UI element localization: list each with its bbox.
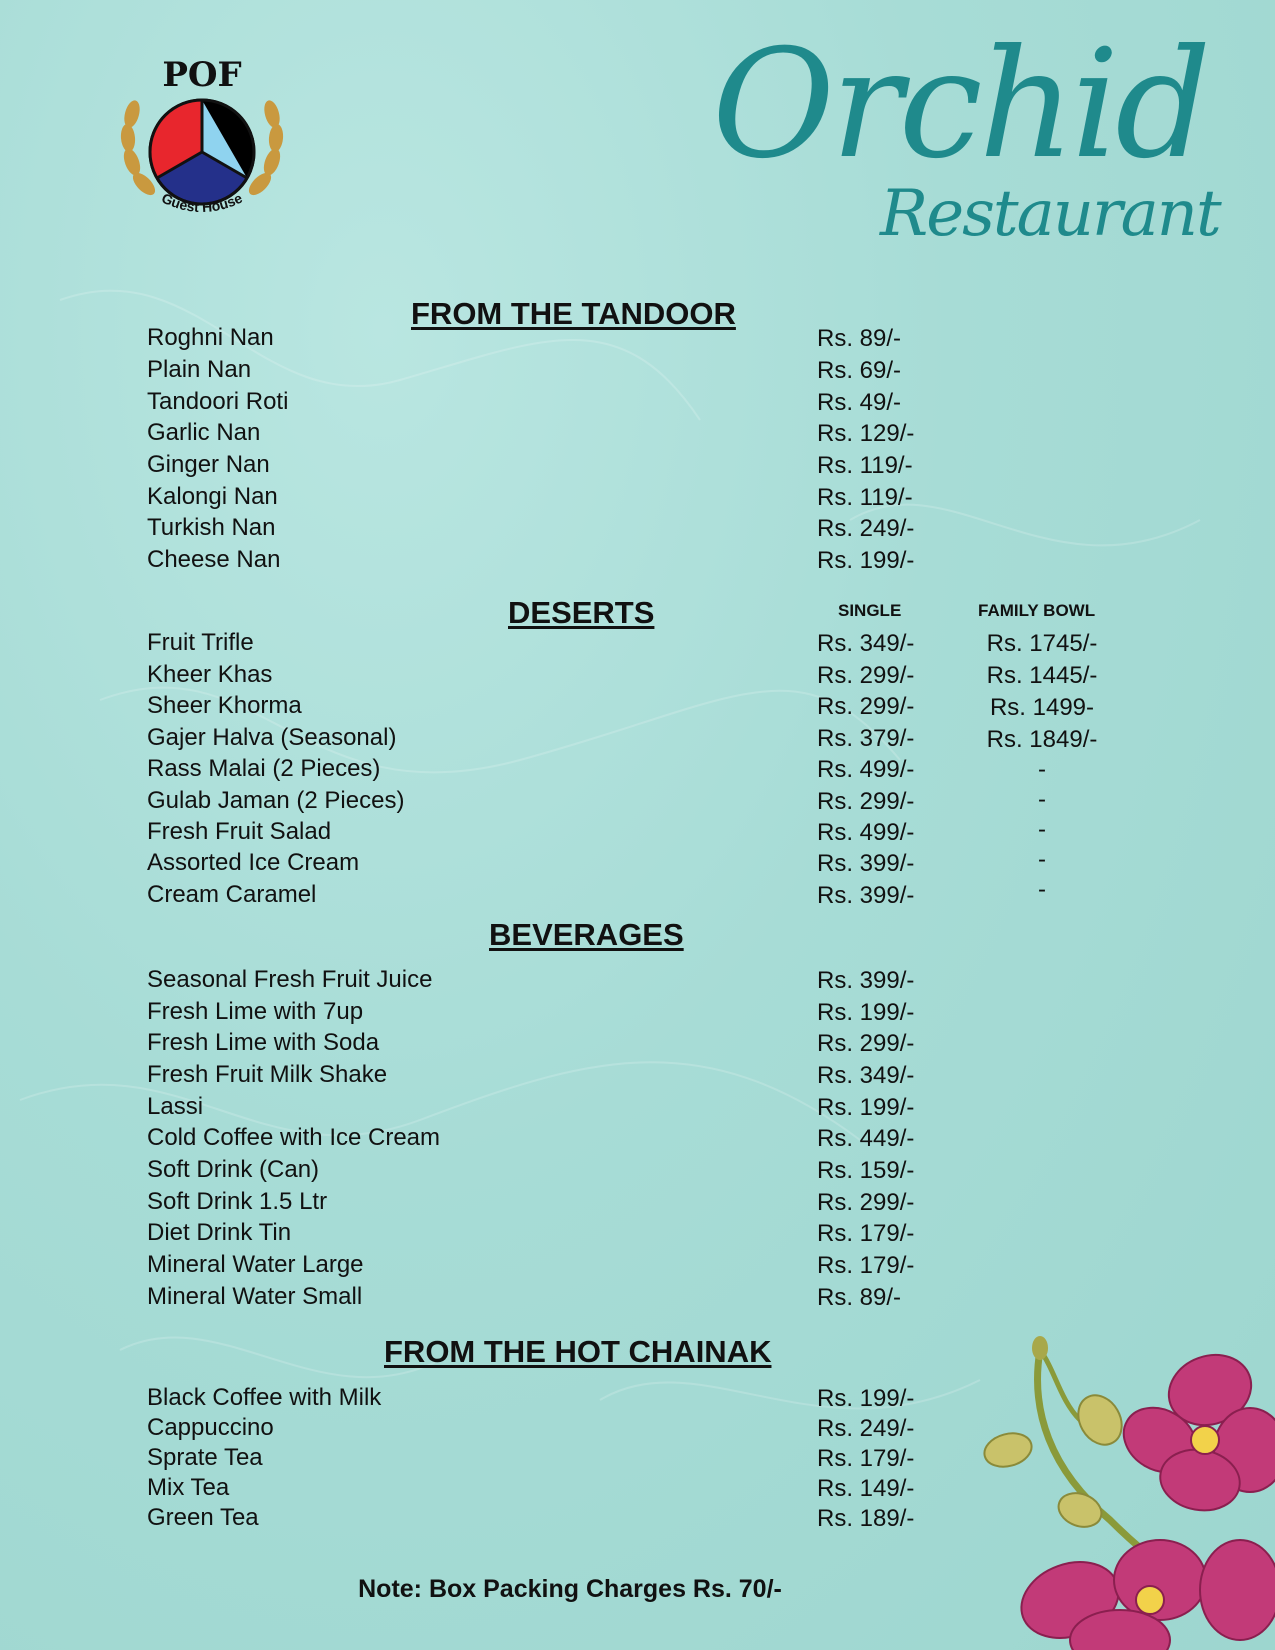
- logo-text: POF: [162, 55, 242, 95]
- item-price: Rs. 299/-: [817, 1189, 915, 1216]
- single-price: Rs. 379/-: [817, 725, 915, 752]
- item-price: Rs. 179/-: [817, 1445, 915, 1472]
- item-price: Rs. 89/-: [817, 1284, 902, 1311]
- item-price: Rs. 199/-: [817, 1385, 915, 1412]
- family-price: -: [1038, 786, 1046, 813]
- list-item: Gulab Jaman (2 Pieces): [147, 787, 405, 814]
- item-price: Rs. 119/-: [817, 452, 913, 479]
- list-item: Tandoori Roti: [147, 388, 289, 415]
- deserts-heading: DESERTS: [508, 595, 655, 630]
- item-price: Rs. 179/-: [817, 1252, 915, 1279]
- list-item: Gajer Halva (Seasonal): [147, 724, 397, 751]
- pof-guest-house-logo: [118, 52, 286, 222]
- list-item: Cold Coffee with Ice Cream: [147, 1124, 441, 1151]
- list-item: Fruit Trifle: [147, 629, 254, 656]
- col-single-label: SINGLE: [838, 601, 902, 620]
- list-item: Fresh Lime with Soda: [147, 1029, 380, 1056]
- single-price: Rs. 349/-: [817, 630, 915, 657]
- chainak-heading: FROM THE HOT CHAINAK: [384, 1334, 772, 1369]
- brand-name: Orchid: [712, 18, 1208, 192]
- item-price: Rs. 129/-: [817, 420, 915, 447]
- item-price: Rs. 249/-: [817, 1415, 915, 1442]
- item-price: Rs. 199/-: [817, 999, 915, 1026]
- logo-ribbon: Guest House: [159, 189, 245, 216]
- item-price: Rs. 249/-: [817, 515, 915, 542]
- list-item: Soft Drink (Can): [147, 1156, 320, 1183]
- orchid-flower-decoration: [960, 1330, 1275, 1650]
- list-item: Fresh Lime with 7up: [147, 998, 364, 1025]
- item-price: Rs. 189/-: [817, 1505, 915, 1532]
- item-price: Rs. 199/-: [817, 547, 915, 574]
- single-price: Rs. 299/-: [817, 662, 915, 689]
- family-price: -: [1038, 846, 1046, 873]
- family-price: -: [1038, 756, 1046, 783]
- col-family-label: FAMILY BOWL: [978, 601, 1096, 620]
- item-price: Rs. 399/-: [817, 967, 915, 994]
- item-price: Rs. 159/-: [817, 1157, 915, 1184]
- family-price: -: [1038, 816, 1046, 843]
- item-price: Rs. 149/-: [817, 1475, 915, 1502]
- list-item: Cream Caramel: [147, 881, 317, 908]
- list-item: Mineral Water Large: [147, 1251, 364, 1278]
- list-item: Lassi: [147, 1093, 204, 1120]
- list-item: Cheese Nan: [147, 546, 281, 573]
- list-item: Seasonal Fresh Fruit Juice: [147, 966, 433, 993]
- family-price: -: [1038, 876, 1046, 903]
- single-price: Rs. 499/-: [817, 819, 915, 846]
- list-item: Mineral Water Small: [147, 1283, 363, 1310]
- list-item: Roghni Nan: [147, 324, 274, 351]
- list-item: Fresh Fruit Milk Shake: [147, 1061, 388, 1088]
- list-item: Assorted Ice Cream: [147, 849, 360, 876]
- item-price: Rs. 119/-: [817, 484, 913, 511]
- item-price: Rs. 199/-: [817, 1094, 915, 1121]
- list-item: Turkish Nan: [147, 514, 276, 541]
- list-item: Cappuccino: [147, 1414, 274, 1441]
- brand-subtitle: Restaurant: [880, 177, 1220, 251]
- list-item: Sprate Tea: [147, 1444, 263, 1471]
- beverages-heading: BEVERAGES: [489, 917, 684, 952]
- list-item: Plain Nan: [147, 356, 252, 383]
- single-price: Rs. 399/-: [817, 882, 915, 909]
- item-price: Rs. 349/-: [817, 1062, 915, 1089]
- list-item: Kheer Khas: [147, 661, 273, 688]
- tandoor-heading: FROM THE TANDOOR: [411, 296, 736, 331]
- single-price: Rs. 399/-: [817, 850, 915, 877]
- list-item: Fresh Fruit Salad: [147, 818, 332, 845]
- single-price: Rs. 299/-: [817, 693, 915, 720]
- list-item: Rass Malai (2 Pieces): [147, 755, 381, 782]
- single-price: Rs. 499/-: [817, 756, 915, 783]
- list-item: Soft Drink 1.5 Ltr: [147, 1188, 328, 1215]
- item-price: Rs. 49/-: [817, 389, 902, 416]
- item-price: Rs. 179/-: [817, 1220, 915, 1247]
- single-price: Rs. 299/-: [817, 788, 915, 815]
- family-price: Rs. 1445/-: [986, 662, 1098, 689]
- family-price: Rs. 1849/-: [986, 726, 1098, 753]
- item-price: Rs. 299/-: [817, 1030, 915, 1057]
- list-item: Green Tea: [147, 1504, 259, 1531]
- family-price: Rs. 1499-: [989, 694, 1095, 721]
- list-item: Garlic Nan: [147, 419, 261, 446]
- list-item: Black Coffee with Milk: [147, 1384, 382, 1411]
- list-item: Mix Tea: [147, 1474, 230, 1501]
- family-price: Rs. 1745/-: [986, 630, 1098, 657]
- list-item: Sheer Khorma: [147, 692, 302, 719]
- item-price: Rs. 449/-: [817, 1125, 915, 1152]
- item-price: Rs. 89/-: [817, 325, 902, 352]
- item-price: Rs. 69/-: [817, 357, 902, 384]
- list-item: Ginger Nan: [147, 451, 270, 478]
- packing-note: Note: Box Packing Charges Rs. 70/-: [358, 1575, 782, 1603]
- list-item: Kalongi Nan: [147, 483, 278, 510]
- list-item: Diet Drink Tin: [147, 1219, 292, 1246]
